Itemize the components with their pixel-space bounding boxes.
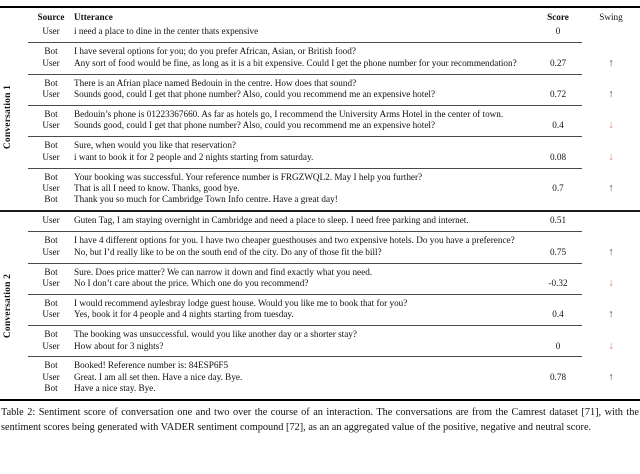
- table-row: [28, 309, 640, 320]
- table-row: [28, 120, 640, 131]
- table-row: [28, 278, 640, 289]
- source-label: User: [42, 57, 60, 68]
- source-label: User: [42, 89, 60, 100]
- table-row: [28, 140, 640, 151]
- table-row: [28, 89, 640, 100]
- table-row: [28, 341, 640, 352]
- utterance-text: That is all I need to know. Thanks, good bye.: [74, 182, 240, 193]
- table-row: [28, 46, 640, 57]
- dialogue-block: [28, 326, 640, 356]
- utterance-text: The booking was unsuccessful. would you like another day or a shorter stay?: [74, 329, 357, 340]
- utterance-text: No, but I’d really like to be on the south end of the city. Do any of those fit the bill?: [74, 246, 382, 257]
- utterance-text: No I don’t care about the price. Which one do you recommend?: [74, 277, 309, 288]
- table-row: [28, 383, 640, 394]
- source-label: User: [42, 277, 60, 288]
- dialogue-block: [28, 75, 640, 105]
- swing-up-icon: ↑: [608, 89, 614, 101]
- source-label: Bot: [44, 77, 58, 88]
- dialogue-block: [28, 23, 640, 42]
- table-row: [28, 298, 640, 309]
- source-label: Bot: [44, 171, 58, 182]
- swing-up-icon: ↑: [608, 309, 614, 321]
- source-label: Bot: [44, 329, 58, 340]
- source-label: User: [42, 151, 60, 162]
- source-label: User: [42, 246, 60, 257]
- score-value: 0.08: [549, 151, 567, 162]
- utterance-text: How about for 3 nights?: [74, 340, 164, 351]
- table-body: [0, 23, 640, 399]
- source-label: Bot: [44, 383, 58, 394]
- dialogue-block: [28, 212, 640, 231]
- source-label: Bot: [44, 297, 58, 308]
- source-label: Bot: [44, 108, 58, 119]
- swing-down-icon: ↓: [608, 340, 614, 352]
- dialogue-block: [28, 232, 640, 262]
- utterance-text: Sure. Does price matter? We can narrow it down and find exactly what you need.: [74, 266, 373, 277]
- score-value: 0.4: [552, 309, 564, 320]
- table-caption: Table 2: Sentiment score of conversation one and two over the course of an interaction. The conversations are from the Camrest dataset [71], with the sentiment scores being generated with VADER sentiment compound [72], as an an aggregated value of the positive, negative and neutral score.: [1, 407, 639, 433]
- score-value: 0.78: [549, 371, 567, 382]
- utterance-text: Great. I am all set then. Have a nice day. Bye.: [74, 371, 243, 382]
- utterance-text: Guten Tag, I am staying overnight in Cambridge and need a place to sleep. I need free parking and internet.: [74, 215, 469, 226]
- utterance-text: Thank you so much for Cambridge Town Info centre. Have a great day!: [74, 194, 338, 205]
- table-row: [28, 183, 640, 194]
- table-row: [28, 194, 640, 205]
- table-row: [28, 109, 640, 120]
- header-swing: Swing: [599, 12, 623, 22]
- swing-up-icon: ↑: [608, 246, 614, 258]
- header-score: Score: [547, 12, 569, 22]
- source-label: User: [42, 120, 60, 131]
- utterance-text: I have 4 different options for you. I have two cheaper guesthouses and two expensive hotels. Do you have a preference?: [74, 235, 515, 246]
- source-label: Bot: [44, 194, 58, 205]
- dialogue-block: [28, 169, 640, 211]
- table-row: [28, 58, 640, 69]
- utterance-text: Have a nice stay. Bye.: [74, 383, 156, 394]
- source-label: User: [42, 26, 60, 37]
- score-value: 0.51: [549, 215, 567, 226]
- source-label: User: [42, 215, 60, 226]
- source-label: Bot: [44, 360, 58, 371]
- utterance-text: Your booking was successful. Your reference number is FRGZWQL2. May I help you further?: [74, 171, 423, 182]
- utterance-text: There is an Afrian place named Bedouin in the centre. How does that sound?: [74, 77, 357, 88]
- table-row: [28, 329, 640, 340]
- score-value: 0.27: [549, 57, 567, 68]
- score-value: 0.7: [552, 182, 564, 193]
- table-row: [28, 372, 640, 383]
- score-value: -0.32: [548, 277, 568, 288]
- table-header-row: [28, 8, 640, 23]
- utterance-text: I would recommend aylesbray lodge guest house. Would you like me to book that for you?: [74, 297, 408, 308]
- dialogue-block: [28, 106, 640, 136]
- swing-up-icon: ↑: [608, 57, 614, 69]
- source-label: User: [42, 371, 60, 382]
- source-label: Bot: [44, 235, 58, 246]
- conversation-2-label: Conversation 2: [3, 273, 13, 338]
- conversation-1-section: [0, 23, 640, 210]
- conversation-2-section: [0, 212, 640, 399]
- utterance-text: Sounds good, could I get that phone number? Also, could you recommend me an expensive hotel?: [74, 120, 436, 131]
- dialogue-block: [28, 43, 640, 73]
- source-label: User: [42, 182, 60, 193]
- source-label: User: [42, 309, 60, 320]
- score-value: 0.4: [552, 120, 564, 131]
- table-row: [28, 235, 640, 246]
- swing-up-icon: ↑: [608, 371, 614, 383]
- utterance-text: Any sort of food would be fine, as long as it is a bit expensive. Could I get the phone number for your recommendation?: [74, 57, 517, 68]
- source-label: Bot: [44, 140, 58, 151]
- swing-down-icon: ↓: [608, 277, 614, 289]
- utterance-text: i want to book it for 2 people and 2 nights starting from saturday.: [74, 151, 314, 162]
- utterance-text: Bedouin’s phone is 01223367660. As far as hotels go, I recommend the University Arms Hotel in the center of town.: [74, 108, 504, 119]
- table-row: [28, 172, 640, 183]
- dialogue-block: [28, 295, 640, 325]
- utterance-text: Sure, when would you like that reservation?: [74, 140, 237, 151]
- utterance-text: Yes, book it for 4 people and 4 nights starting from tuesday.: [74, 309, 294, 320]
- utterance-text: Booked! Reference number is: 84ESP6F5: [74, 360, 229, 371]
- source-label: Bot: [44, 266, 58, 277]
- table-row: [28, 215, 640, 226]
- dialogue-block: [28, 357, 640, 399]
- table-row: [28, 26, 640, 37]
- source-label: Bot: [44, 46, 58, 57]
- conversation-1-label: Conversation 1: [3, 84, 13, 149]
- table-row: [28, 78, 640, 89]
- utterance-text: I have several options for you; do you prefer African, Asian, or British food?: [74, 46, 356, 57]
- dialogue-block: [28, 264, 640, 294]
- score-value: 0: [555, 26, 561, 37]
- utterance-text: Sounds good, could I get that phone number? Also, could you recommend me an expensive hotel?: [74, 89, 436, 100]
- table-row: [28, 267, 640, 278]
- header-source: Source: [37, 12, 65, 22]
- table-row: [28, 152, 640, 163]
- swing-down-icon: ↓: [608, 120, 614, 132]
- header-utterance: Utterance: [74, 12, 113, 22]
- table-row: [28, 360, 640, 371]
- sentiment-table: [0, 6, 640, 401]
- swing-up-icon: ↑: [608, 182, 614, 194]
- swing-down-icon: ↓: [608, 151, 614, 163]
- dialogue-block: [28, 137, 640, 167]
- score-value: 0: [555, 340, 561, 351]
- score-value: 0.75: [549, 246, 567, 257]
- source-label: User: [42, 340, 60, 351]
- score-value: 0.72: [549, 89, 567, 100]
- utterance-text: i need a place to dine in the center thats expensive: [74, 26, 259, 37]
- table-row: [28, 247, 640, 258]
